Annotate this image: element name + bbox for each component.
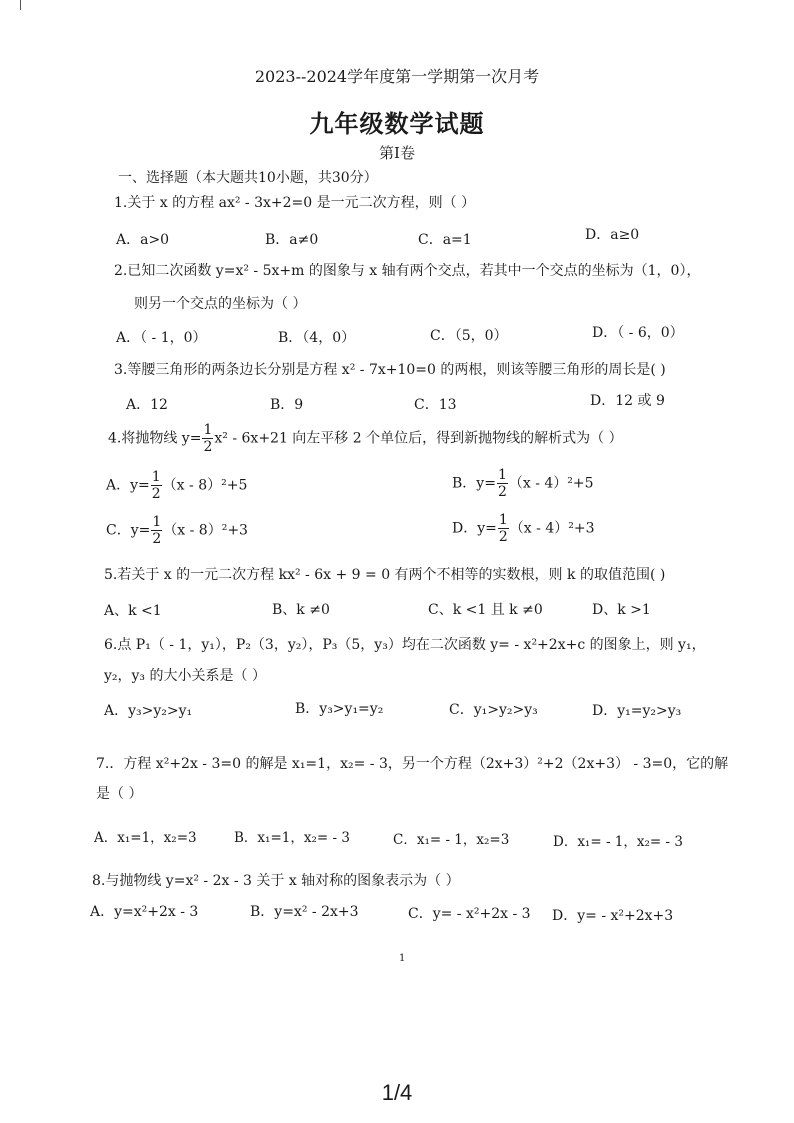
question-number: 2. (114, 263, 128, 279)
question-number: 7. (96, 756, 110, 772)
question-8 (92, 870, 460, 890)
q7-option-d: D．x₁= - 1，x₂= - 3 (553, 834, 683, 850)
q5-option-a: A、k <1 (104, 603, 162, 619)
q8-option-b: B．y=x² - 2x+3 (250, 904, 359, 920)
q8-option-c: C．y= - x²+2x - 3 (408, 906, 531, 922)
q3-option-b: B．9 (270, 397, 304, 413)
q4-option-d: D．y= $\frac{1}{2}$ （x - 4）²+3 (452, 512, 595, 545)
question-text: x² - 6x+21 向左平移 2 个单位后，得到新抛物线的解析式为（ ） (214, 430, 623, 447)
page-indicator: 1/4 (381, 1080, 413, 1105)
question-text: 关于 x 的方程 ax² - 3x+2=0 是一元二次方程，则（ ） (127, 195, 476, 211)
q2-option-d: D．（ - 6，0） (592, 325, 684, 341)
q1-option-a: A．a>0 (116, 232, 170, 248)
scan-mark (20, 0, 21, 10)
question-5 (104, 564, 665, 584)
question-6 (104, 634, 706, 654)
q1-option-d: D．a≥0 (585, 227, 640, 243)
question-number: 3. (114, 362, 128, 378)
q2-option-b: B．（4，0） (278, 330, 356, 346)
q3-option-a: A．12 (126, 397, 168, 413)
q2-option-a: A．（ - 1，0） (116, 330, 207, 346)
q8-option-a: A．y=x²+2x - 3 (90, 904, 199, 920)
question-number: 5. (104, 567, 118, 583)
q5-option-b: B、k ≠0 (272, 602, 330, 618)
question-text: ．方程 x²+2x - 3=0 的解是 x₁=1，x₂= - 3，另一个方程（2x+3）²+2（2x+3） - 3=0，它的解 (109, 756, 729, 772)
question-text: 与抛物线 y=x² - 2x - 3 关于 x 轴对称的图象表示为（ ） (105, 873, 460, 889)
question-text: 已知二次函数 y=x² - 5x+m 的图象与 x 轴有两个交点，若其中一个交点的坐标为（1，0）， (127, 263, 701, 279)
page-number-inner: 1 (399, 953, 406, 964)
q5-option-d: D、k >1 (592, 602, 651, 618)
q7-option-c: C．x₁= - 1，x₂=3 (393, 832, 510, 848)
question-7-line-2: 是（ ） (96, 786, 143, 802)
question-text: 等腰三角形的两条边长分别是方程 x² - 7x+10=0 的两根，则该等腰三角形的周长是( ) (127, 362, 666, 378)
q1-option-b: B．a≠0 (265, 232, 319, 248)
question-2 (114, 260, 700, 280)
q6-option-b: B．y₃>y₁=y₂ (295, 701, 384, 717)
question-number: 4. (108, 430, 122, 447)
q6-option-d: D．y₁=y₂>y₃ (592, 703, 682, 719)
q7-option-b: B．x₁=1，x₂= - 3 (234, 830, 350, 846)
q1-option-c: C．a=1 (418, 232, 472, 248)
question-text: 将抛物线 y= (121, 430, 202, 447)
question-6-line-2: y₂，y₃ 的大小关系是（ ） (104, 668, 266, 684)
q3-option-c: C．13 (414, 397, 457, 413)
question-number: 1. (114, 195, 128, 211)
volume-label: 第Ⅰ卷 (379, 144, 415, 162)
q8-option-d: D．y= - x²+2x+3 (552, 908, 674, 924)
question-4 (108, 423, 623, 454)
q2-option-c: C．（5，0） (430, 328, 508, 344)
question-text: 若关于 x 的一元二次方程 kx² - 6x + 9 = 0 有两个不相等的实数根，则 k 的取值范围( ) (117, 567, 666, 583)
question-number: 8. (92, 873, 106, 889)
question-2-line-2: 则另一个交点的坐标为（ ） (134, 296, 307, 312)
q6-option-c: C．y₁>y₂>y₃ (449, 702, 538, 718)
question-3 (114, 359, 666, 379)
question-7 (96, 753, 728, 773)
q5-option-c: C、k <1 且 k ≠0 (428, 602, 543, 618)
exam-title: 2023--2024学年度第一学期第一次月考 (254, 67, 540, 86)
fraction-one-half: $\frac{1}{2}$ (203, 422, 213, 455)
question-text: 点 P₁（ - 1，y₁），P₂（3，y₂），P₃（5，y₃）均在二次函数 y= - x²+2x+c 的图象上，则 y₁， (117, 637, 706, 653)
question-1 (114, 192, 475, 212)
q4-option-c: C．y= $\frac{1}{2}$ （x - 8）²+3 (106, 514, 248, 547)
q7-option-a: A．x₁=1，x₂=3 (94, 830, 197, 846)
section-heading: 一、选择题（本大题共10小题，共30分） (118, 170, 378, 186)
q3-option-d: D．12 或 9 (590, 393, 665, 409)
question-number: 6. (104, 637, 118, 653)
q6-option-a: A．y₃>y₂>y₁ (104, 703, 193, 719)
q4-option-a: A．y= $\frac{1}{2}$ （x - 8）²+5 (106, 469, 248, 502)
subject-title: 九年级数学试题 (309, 109, 485, 138)
q4-option-b: B．y= $\frac{1}{2}$ （x - 4）²+5 (452, 467, 594, 500)
